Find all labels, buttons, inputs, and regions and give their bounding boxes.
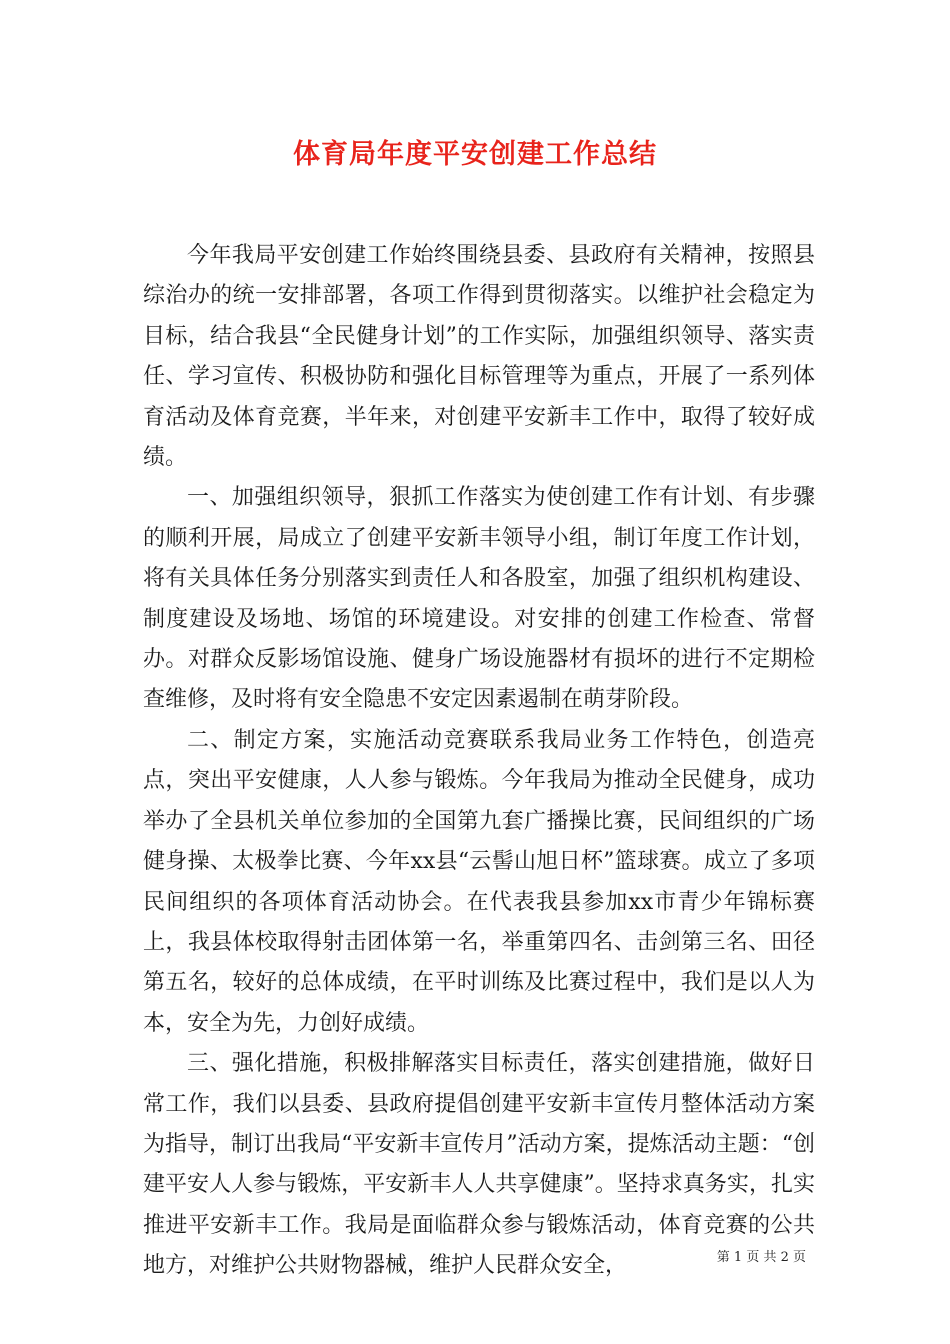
page-number: 第 1 页 共 2 页 bbox=[716, 1250, 806, 1265]
paragraph-section-2: 二、制定方案，实施活动竞赛联系我局业务工作特色，创造亮点，突出平安健康，人人参与锻炼。今年我局为推动全民健身，成功举办了全县机关单位参加的全国第九套广播操比赛，民间组织的广场健身操、太极拳比赛、今年xx县“云髻山旭日杯”篮球赛。成立了多项民间组织的各项体育活动协会。在代表我县参加xx市青少年锦标赛上，我县体校取得射击团体第一名，举重第四名、击剑第三名、田径第五名，较好的总体成绩，在平时训练及比赛过程中，我们是以人为本，安全为先，力创好成绩。 bbox=[143, 727, 815, 1036]
paragraph-section-1: 一、加强组织领导，狠抓工作落实为使创建工作有计划、有步骤的顺利开展，局成立了创建平安新丰领导小组，制订年度工作计划，将有关具体任务分别落实到责任人和各股室，加强了组织机构建设、制度建设及场地、场馆的环境建设。对安排的创建工作检查、常督办。对群众反影场馆设施、健身广场设施器材有损坏的进行不定期检查维修，及时将有安全隐患不安定因素遏制在萌芽阶段。 bbox=[143, 485, 815, 713]
document-title: 体育局年度平安创建工作总结 bbox=[293, 139, 657, 170]
paragraph-section-3: 三、强化措施，积极排解落实目标责任，落实创建措施，做好日常工作，我们以县委、县政府提倡创建平安新丰宣传月整体活动方案为指导，制订出我局“平安新丰宣传月”活动方案，提炼活动主题：“创建平安人人参与锻炼，平安新丰人人共享健康”。坚持求真务实，扎实推进平安新丰工作。我局是面临群众参与锻炼活动，体育竞赛的公共地方，对维护公共财物器械，维护人民群众安全， bbox=[143, 1051, 815, 1279]
paragraph-intro: 今年我局平安创建工作始终围绕县委、县政府有关精神，按照县综治办的统一安排部署，各项工作得到贯彻落实。以维护社会稳定为目标，结合我县“全民健身计划”的工作实际，加强组织领导、落实责任、学习宣传、积极协防和强化目标管理等为重点，开展了一系列体育活动及体育竞赛，半年来，对创建平安新丰工作中，取得了较好成绩。 bbox=[143, 243, 815, 471]
document-body bbox=[143, 236, 815, 1287]
